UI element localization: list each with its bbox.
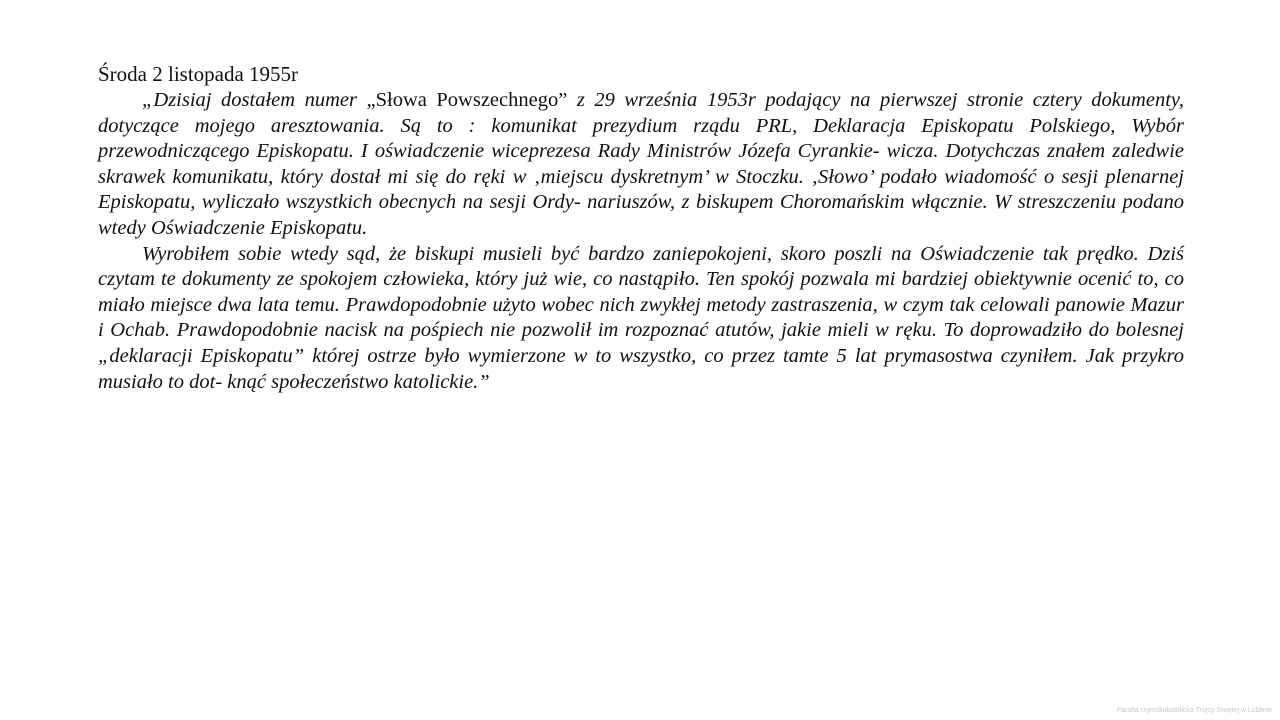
paragraph-2: Wyrobiłem sobie wtedy sąd, że biskupi musieli być bardzo zaniepokojeni, skoro poszli na Oświadczenie tak prędko. Dziś czytam te dokumenty ze spokojem człowieka, który już wie, co nastąpiło. Ten spokój pozwala mi bardziej obiektywnie ocenić to, co miało miejsce dwa lata temu. Prawdopodobnie użyto wobec nich zwykłej metody zastraszenia, w czym tak celowali panowie Mazur i Ochab. Prawdopodobnie nacisk na pośpiech nie pozwolił im rozpoznać atutów, jakie mieli w ręku. To doprowadziło do bolesnej „deklaracji Episkopatu” której ostrze było wymierzone w to wszystko, co przez tamte 5 lat prymasostwa czyniłem. Jak przykro musiało to dot- knąć społeczeństwo katolickie.”: [98, 242, 1184, 393]
document-heading: Środa 2 listopada 1955r: [98, 62, 299, 86]
paragraph-1-rest: z 29 września 1953r podający na pierwszej stronie cztery dokumenty, dotyczące mojego aresztowania. Są to : komunikat prezydium rządu PRL, Deklaracja Episkopatu Polskiego, Wybór przewodniczącego Episkopatu. I oświadczenie wiceprezesa Rady Ministrów Józefa Cyrankie- wicza. Dotychczas znałem zaledwie skrawek komunikatu, który dostał mi się do ręki w ‚miejscu dyskretnym’ w Stoczku. ‚Słowo’ podało wiadomość o sesji plenarnej Episkopatu, wyliczało wszystkich obecnych na sesji Ordy- nariuszów, z biskupem Choromańskim włącznie. W streszczeniu podano wtedy Oświadczenie Episkopatu.: [98, 89, 1184, 239]
newspaper-title: „Słowa Powszechnego”: [366, 89, 568, 111]
paragraph-1: [98, 88, 1184, 242]
footer-watermark: Parafia rzymskokatolicka Trójcy Świętej w Lublinie: [1116, 707, 1272, 714]
document-body: [98, 60, 1184, 395]
paragraph-1-lead: „Dzisiaj dostałem numer: [142, 89, 367, 111]
